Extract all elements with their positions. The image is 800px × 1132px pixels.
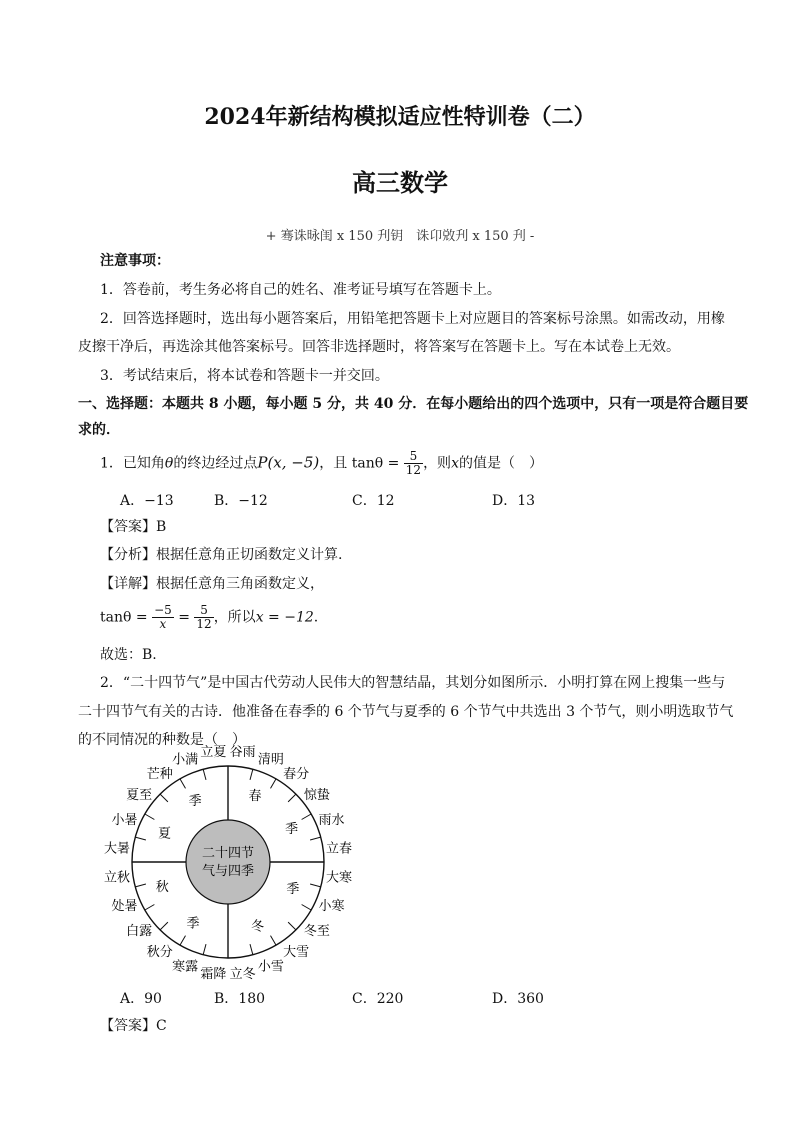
q1-answer: 【答案】B [100,519,167,535]
solar-term-label: 大暑 [103,841,130,857]
solar-term-label: 清明 [257,752,284,768]
solar-term-label: 小寒 [318,898,345,914]
solar-term-label: 寒露 [172,959,199,975]
season-char: 秋 [155,879,169,895]
solar-term-label: 春分 [283,767,310,783]
solar-term-label: 夏至 [126,787,153,803]
q1-x: x [451,455,459,472]
section-heading: 一、选择题：本题共 8 小题，每小题 5 分，共 40 分．在每小题给出的四个选项中，只有一项是符合题目要 [78,396,749,412]
q1-theta: θ [164,455,174,472]
q1-point: P(x, −5) [257,453,320,472]
eq-equals: = [178,609,190,626]
q1-equation [100,604,318,631]
solar-terms-diagram [90,745,370,985]
eq-end: . [313,609,319,626]
q2-option-c: C．220 [352,991,404,1007]
note-item-2: 2．回答选择题时，选出每小题答案后，用铅笔把答题卡上对应题目的答案标号涂黑。如需改动，用橡 [100,311,725,327]
q1-mid3: ，则 [423,455,452,472]
solar-term-label: 立春 [326,841,353,857]
q1-option-b: B．−12 [214,493,268,509]
eq-f2-num: 5 [194,604,213,618]
solar-term-label: 谷雨 [229,745,256,760]
subject-title: 高三数学 [352,168,448,197]
solar-term-label: 小满 [172,752,199,768]
note-item-2-cont: 皮擦干净后，再选涂其他答案标号。回答非选择题时，将答案写在答题卡上。写在本试卷上无效。 [78,339,680,355]
q1-prefix: 1．已知角 [100,455,165,472]
season-char: 夏 [158,826,172,842]
eq-fraction-2 [194,604,213,631]
page-title: 2024年新结构模拟适应性特训卷（二） [204,104,596,130]
question-2-line-3: 的不同情况的种数是（ ） [78,732,246,748]
q1-tan: tanθ = [351,455,400,472]
section-heading-cont: 求的． [78,422,120,438]
q1-mid1: 的终边经过点 [173,455,258,472]
center-circle [186,820,270,904]
q2-answer: 【答案】C [100,1018,167,1034]
solar-term-label: 芒种 [146,767,173,783]
question-2-line-2: 二十四节气有关的古诗．他准备在春季的 6 个节气与夏季的 6 个节气中共选出 3 个节气，则小明选取节气 [78,704,734,720]
note-item-1: 1．答卷前，考生务必将自己的姓名、准考证号填写在答题卡上。 [100,282,501,298]
season-char: 季 [286,882,300,898]
eq-f2-den: 12 [196,617,212,631]
q1-choice: 故选：B. [100,647,157,663]
q2-option-d: D．360 [492,991,544,1007]
q2-option-b: B．180 [214,991,266,1007]
solar-term-label: 处暑 [111,898,138,914]
eq-f1-num: −5 [154,603,172,617]
season-char: 季 [285,822,299,838]
solar-term-label: 大寒 [326,870,353,886]
season-char: 春 [248,789,262,805]
eq-fraction-1 [152,604,174,631]
center-label-line-1: 二十四节 [201,846,255,861]
solar-term-label: 霜降 [200,967,227,983]
solar-term-label: 大雪 [283,944,310,960]
notes-heading: 注意事项： [100,253,170,269]
question-1 [100,450,543,477]
eq-tail: ，所以 [213,609,256,626]
season-char: 冬 [251,919,265,935]
season-char: 季 [188,794,202,810]
exam-info: + 骞诛昹闺 x 150 刋钥 诛卬敚刋 x 150 刋 - [265,229,535,244]
q2-option-a: A．90 [120,991,162,1007]
solar-term-label: 雨水 [318,813,345,829]
solar-term-label: 秋分 [146,944,173,960]
question-2-line-1: 2．“二十四节气”是中国古代劳动人民伟大的智慧结晶，其划分如图所示．小明打算在网上搜集一些与 [100,675,726,691]
q1-detail: 【详解】根据任意角三角函数定义， [100,576,324,592]
q1-option-a: A．−13 [120,493,174,509]
solar-term-label: 小暑 [111,813,138,829]
center-label-line-2: 气与四季 [201,864,255,879]
solar-term-label: 冬至 [303,924,330,940]
eq-lhs: tanθ = [100,609,148,626]
solar-term-label: 立冬 [229,967,256,983]
q1-option-c: C．12 [352,493,395,509]
solar-term-label: 立秋 [103,870,130,886]
q1-option-d: D．13 [492,493,536,509]
q1-suffix: 的值是（ ） [458,455,543,472]
season-char: 季 [186,916,200,932]
q1-frac-den: 12 [405,463,422,477]
q1-analysis: 【分析】根据任意角正切函数定义计算. [100,547,343,563]
solar-term-label: 惊蛰 [303,787,330,803]
q1-fraction [404,450,423,477]
q1-mid2: ，且 [319,455,348,472]
solar-term-label: 白露 [126,924,153,940]
note-item-3: 3．考试结束后，将本试卷和答题卡一并交回。 [100,368,389,384]
solar-term-label: 立夏 [200,745,227,760]
eq-f1-den: x [159,617,167,631]
eq-result: x = −12 [255,609,314,626]
q1-frac-num: 5 [404,450,423,464]
solar-term-label: 小雪 [257,959,284,975]
